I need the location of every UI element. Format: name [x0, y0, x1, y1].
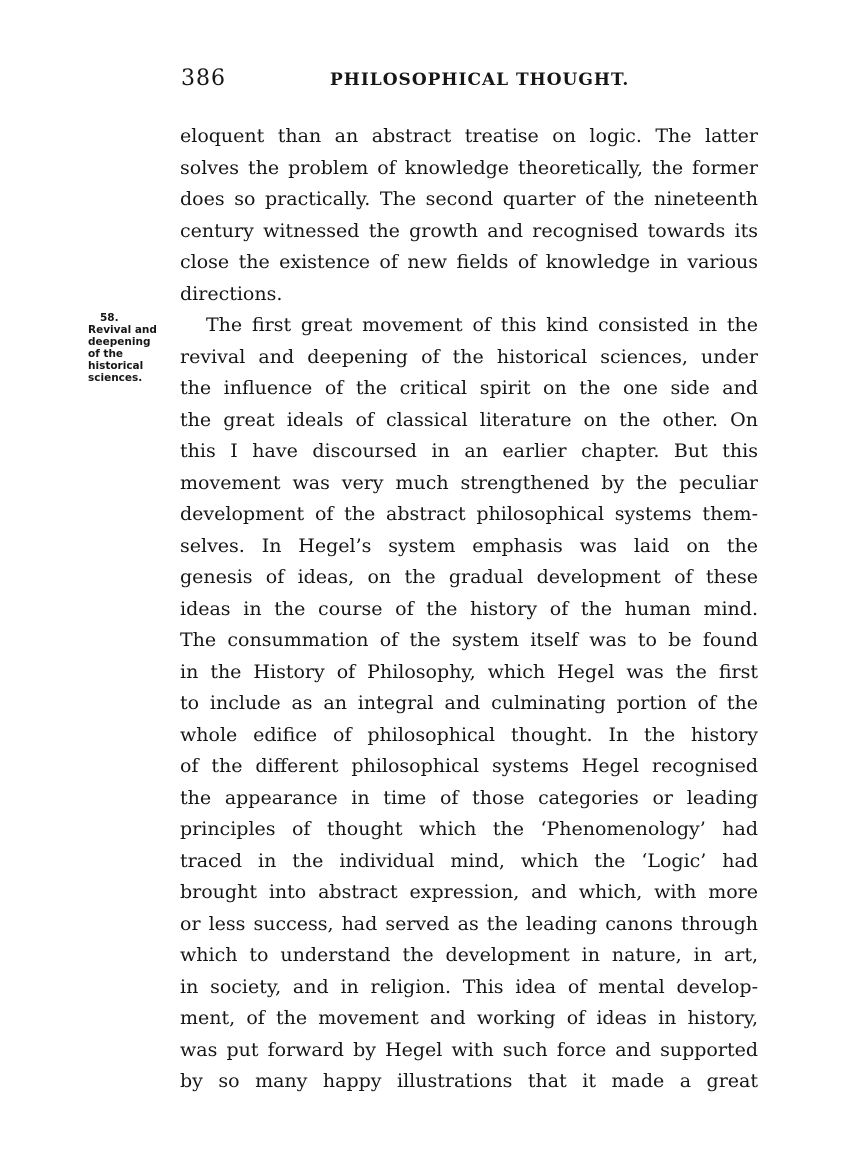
text-line: in society, and in religion. This idea of mental develop-: [180, 975, 758, 998]
text-line: the great ideals of classical literature on the other. On: [180, 408, 758, 431]
text-line: by so many happy illustrations that it made a great: [180, 1070, 758, 1092]
margin-note-line: of the: [88, 348, 124, 360]
text-line: in the History of Philosophy, which Hegel was the first: [180, 660, 758, 683]
text-line: principles of thought which the ‘Phenomenology’ had: [180, 818, 758, 840]
text-line: The first great movement of this kind consisted in the: [206, 314, 758, 336]
text-line: selves. In Hegel’s system emphasis was laid on the: [180, 534, 758, 557]
text-line: The consummation of the system itself was to be found: [180, 629, 758, 651]
text-line: which to understand the development in nature, in art,: [180, 944, 758, 966]
text-line: directions.: [180, 282, 283, 305]
text-line: this I have discoursed in an earlier chapter. But this: [180, 440, 758, 462]
text-line: the influence of the critical spirit on the one side and: [180, 377, 758, 399]
text-line: development of the abstract philosophical systems them-: [180, 503, 758, 525]
page-number: 386: [181, 66, 226, 91]
text-line: movement was very much strengthened by the peculiar: [180, 471, 758, 494]
text-line: genesis of ideas, on the gradual development of these: [180, 566, 758, 588]
text-line: revival and deepening of the historical sciences, under: [180, 345, 758, 368]
text-line: the appearance in time of those categories or leading: [180, 786, 758, 809]
margin-note-line: Revival and: [88, 324, 157, 336]
body-text: [180, 121, 758, 1098]
margin-note-line: 58.: [100, 312, 119, 324]
text-line: or less success, had served as the leading canons through: [180, 912, 758, 935]
text-line: ment, of the movement and working of ideas in history,: [180, 1007, 758, 1029]
text-line: solves the problem of knowledge theoretically, the former: [180, 156, 758, 179]
text-line: does so practically. The second quarter of the nineteenth: [180, 188, 758, 210]
text-line: traced in the individual mind, which the ‘Logic’ had: [180, 849, 758, 872]
text-line: eloquent than an abstract treatise on logic. The latter: [180, 125, 758, 147]
text-line: whole edifice of philosophical thought. In the history: [180, 723, 758, 746]
text-line: of the different philosophical systems Hegel recognised: [180, 755, 758, 777]
text-line: century witnessed the growth and recognised towards its: [180, 219, 758, 242]
text-line: ideas in the course of the history of the human mind.: [180, 597, 758, 620]
text-line: was put forward by Hegel with such force and supported: [180, 1038, 758, 1061]
running-title: PHILOSOPHICAL THOUGHT.: [330, 70, 630, 90]
margin-note-line: sciences.: [88, 372, 143, 384]
text-line: to include as an integral and culminating portion of the: [180, 692, 758, 714]
margin-note-line: historical: [88, 360, 144, 372]
text-line: brought into abstract expression, and which, with more: [180, 881, 758, 903]
margin-note: [88, 312, 170, 384]
text-line: close the existence of new fields of knowledge in various: [180, 251, 758, 273]
margin-note-line: deepening: [88, 336, 151, 348]
